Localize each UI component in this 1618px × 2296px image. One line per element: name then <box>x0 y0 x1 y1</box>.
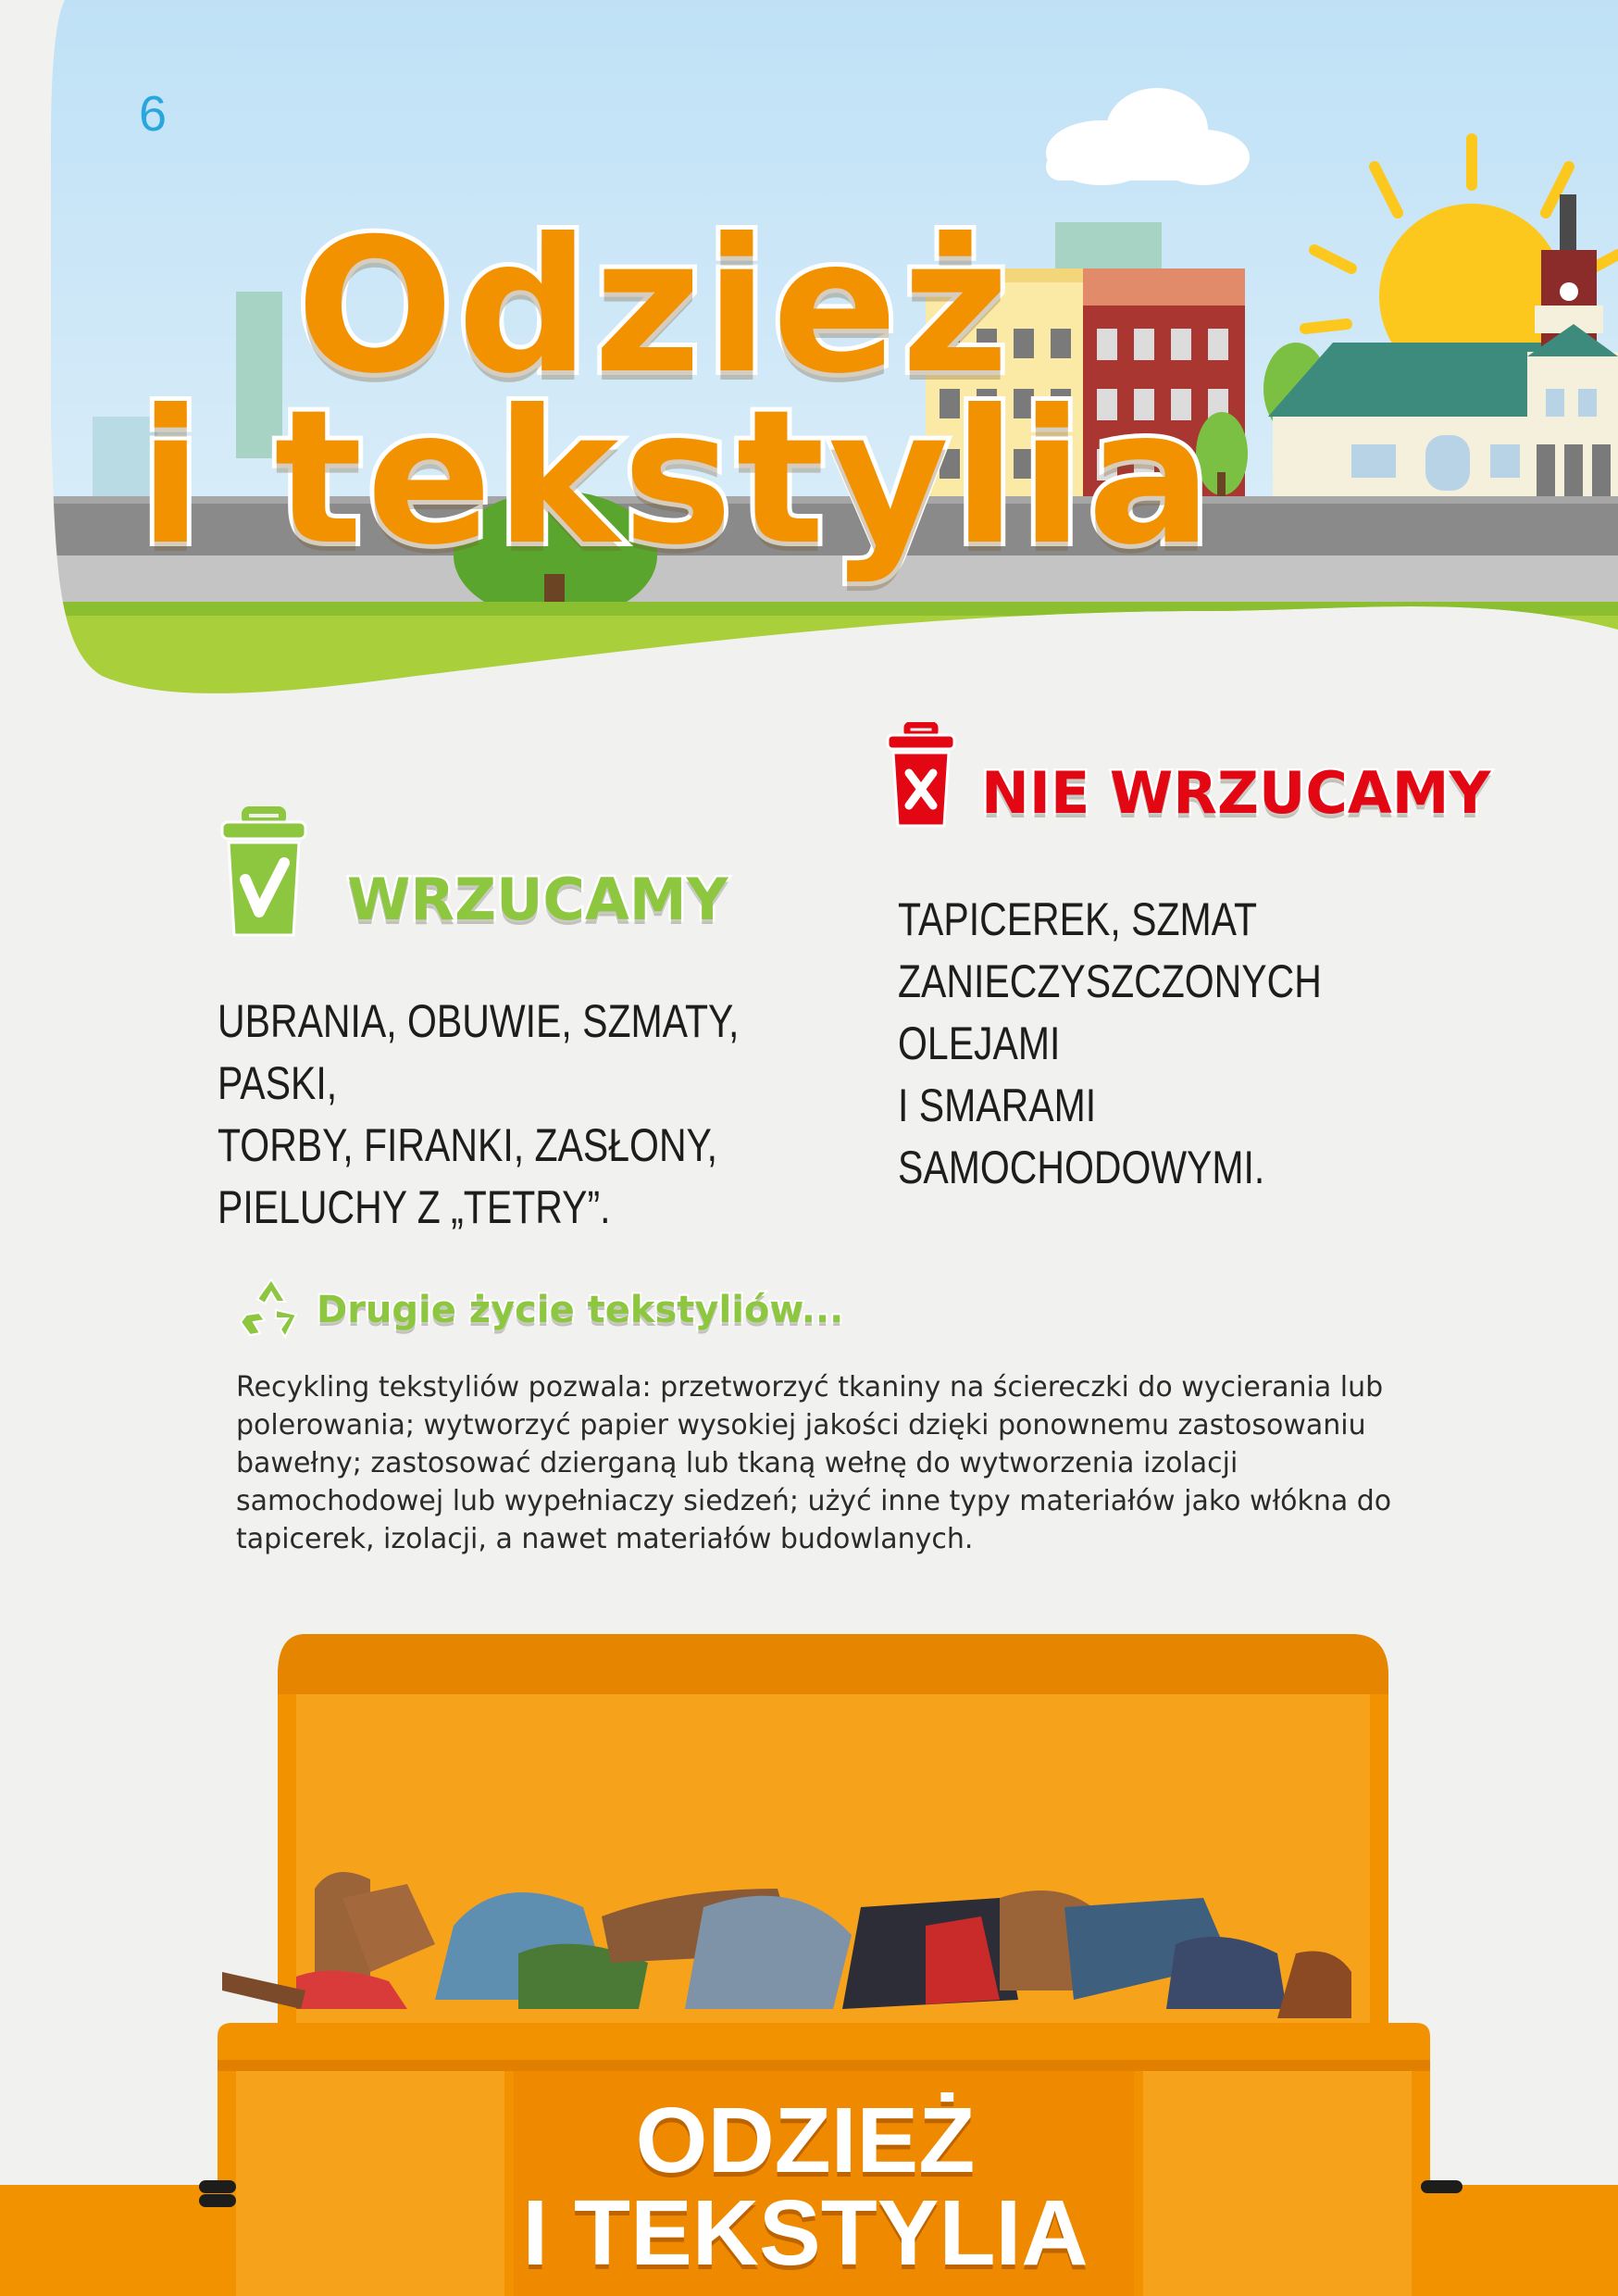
allowed-item-line: UBRANIA, OBUWIE, SZMATY, PASKI, <box>218 995 740 1109</box>
bin-label-line-1: ODZIEŻ <box>635 2089 976 2192</box>
allowed-item-line: PIELUCHY Z „TETRY”. <box>218 1181 611 1233</box>
not-allowed-heading: NIE WRZUCAMY <box>981 759 1491 827</box>
allowed-item-line: TORBY, FIRANKI, ZASŁONY, <box>218 1119 718 1171</box>
not-allowed-item-line: ZANIECZYSZCZONYCH OLEJAMI <box>898 955 1322 1069</box>
title-line-2: i tekstylia <box>139 370 1216 586</box>
allowed-items <box>218 991 840 1239</box>
not-allowed-item-line: I SMARAMI SAMOCHODOWYMI. <box>898 1079 1265 1193</box>
not-allowed-items <box>898 889 1368 1199</box>
not-allowed-item-line: TAPICEREK, SZMAT <box>898 893 1258 945</box>
recycle-icon <box>237 1276 305 1341</box>
check-bin-icon <box>218 805 310 944</box>
second-life-body: Recykling tekstyliów pozwala: przetworzyć tkaniny na ściereczki do wycierania lub polerowania; wytworzyć papier wysokiej jakości dzięki ponownemu zastosowaniu bawełny; zastosować dzierganą lub tkaną wełnę do wytworzenia izolacji samochodowej lub wypełniaczy siedzeń; użyć inne typy materiałów jako włókna do tapicerek, izolacji, a nawet materiałów budowlanych. <box>236 1371 1392 1555</box>
second-life-heading: Drugie życie tekstyliów... <box>317 1289 844 1331</box>
page-number: 6 <box>139 86 168 142</box>
cross-bin-icon <box>884 722 958 833</box>
bin-label-line-2: I TEKSTYLIA <box>522 2181 1089 2285</box>
allowed-heading: WRZUCAMY <box>347 866 728 933</box>
title-line-1: Odzież <box>296 199 1014 415</box>
